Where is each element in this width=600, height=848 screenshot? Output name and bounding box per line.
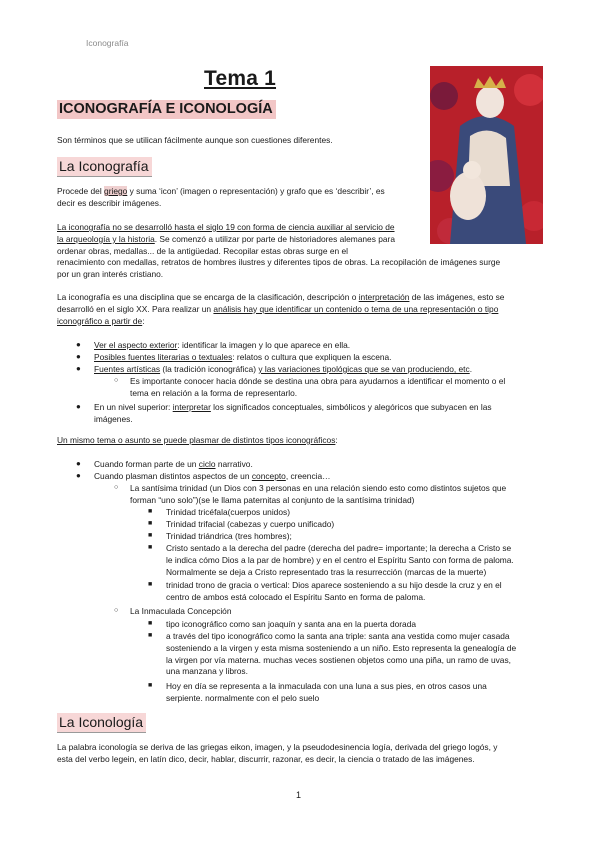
bullet-dot: ● — [76, 352, 81, 361]
list-item: La Inmaculada Concepción — [130, 606, 232, 616]
list-item: En un nivel superior: interpretar los significados conceptuales, simbólicos y alegóricos que subyacen en las imágenes. — [94, 402, 492, 424]
madonna-painting-image — [430, 66, 543, 244]
sub-bullet-square: ■ — [148, 581, 153, 588]
sub-bullet-square: ■ — [148, 520, 153, 527]
paragraph-types: Un mismo tema o asunto se puede plasmar de distintos tipos iconográficos: — [57, 435, 338, 445]
list-item: tipo iconográfico como san joaquín y santa ana en la puerta dorada — [166, 619, 417, 629]
list-item: Cuando forman parte de un ciclo narrativo. — [94, 459, 253, 469]
paragraph-definition: La iconografía es una disciplina que se encarga de la clasificación, descripción o interpretación de las imágenes, esto se desarrolló en el siglo XX. Para realizar un análisis hay que identificar un contenido o tema de una representación o tipo iconográfico a partir de: — [57, 292, 505, 326]
list-item: La santísima trinidad (un Dios con 3 personas en una relación siendo esto como distintos sujetos que forman “uno solo”)(se le llama paternitas al conjunto de la santísima trinidad) — [130, 483, 507, 505]
chapter-banner: ICONOGRAFÍA E ICONOLOGÍA — [57, 100, 276, 119]
bullet-dot: ● — [76, 364, 81, 373]
list-item: Cristo sentado a la derecha del padre (derecha del padre= importante; la derecha a Cristo se le indica cómo Dios a la par de hombre) y en el centro el Espíritu Santo con forma de paloma. Normalmente se deja a Cristo representado tras la resurrección (marcas de la muerte) — [166, 543, 514, 577]
sub-bullet-square: ■ — [148, 620, 153, 627]
sub-bullet-circle: ○ — [114, 484, 119, 491]
sub-bullet-circle: ○ — [114, 607, 119, 614]
bullet-dot: ● — [76, 340, 81, 349]
paragraph-history: La iconografía no se desarrolló hasta el siglo 19 con forma de ciencia auxiliar al servicio de la arqueología y la historia. Se comenzó a utilizar por parte de historiadores alemanes para ordenar obras, medallas... de la antigüedad. Recopilar estas obras surge en el renacimiento con medallas, retratos de hombres ilustres y diferentes tipos de obras. La recopilación de imágenes surge por un gran interés cristiano. — [57, 222, 501, 280]
page-title: Tema 1 — [204, 67, 277, 90]
sub-bullet-square: ■ — [148, 532, 153, 539]
bullet-dot: ● — [76, 402, 81, 411]
sub-bullet-square: ■ — [148, 508, 153, 515]
bullet-dot: ● — [76, 471, 81, 480]
section-heading-iconografia: La Iconografía — [57, 157, 152, 177]
list-item: Fuentes artísticas (la tradición iconográfica) y las variaciones tipológicas que se van produciendo, etc. — [94, 364, 473, 374]
list-item: Es importante conocer hacia dónde se destina una obra para ayudarnos a identificar el momento o el tema en relación a la forma de representarlo. — [130, 376, 506, 398]
paragraph-origin: Procede del griego y suma ‘icon’ (imagen o representación) y grafo que es ‘describir’, es decir es describir imágenes. — [57, 186, 385, 208]
list-item: Ver el aspecto exterior: identificar la imagen y lo que aparece en ella. — [94, 340, 351, 350]
list-item: Trinidad triándrica (tres hombres); — [166, 531, 292, 541]
list-item: Trinidad tricéfala(cuerpos unidos) — [166, 507, 290, 517]
list-item: a través del tipo iconográfico como la santa ana triple: santa ana vestida como mujer casada sosteniendo a la virgen y esta misma sosteniendo a un niño. Esto representa la genealogía de la virgen por vía materna. muchas veces sostienen objetos como una piña, un ramo de uvas, una manzana y libros. — [166, 631, 517, 677]
sub-bullet-circle: ○ — [114, 377, 119, 384]
list-item: Cuando plasman distintos aspectos de un concepto, creencia… — [94, 471, 331, 481]
sub-bullet-square: ■ — [148, 544, 153, 551]
sub-bullet-square: ■ — [148, 632, 153, 639]
list-item: Hoy en día se representa a la inmaculada con una luna a sus pies, en otros casos una serpiente. normalmente con el pelo suelo — [166, 681, 487, 703]
list-item: trinidad trono de gracia o vertical: Dios aparece sosteniendo a su hijo desde la cruz y en el centro de ambos está colocado el Espíritu Santo en forma de paloma. — [166, 580, 502, 602]
page-number: 1 — [296, 790, 302, 800]
sub-bullet-square: ■ — [148, 682, 153, 689]
list-item: Posibles fuentes literarias o textuales: relatos o cultura que expliquen la escena. — [94, 352, 392, 362]
list-item: Trinidad trifacial (cabezas y cuerpo unificado) — [166, 519, 335, 529]
intro-paragraph: Son términos que se utilican fácilmente aunque son cuestiones diferentes. — [57, 135, 333, 145]
bullet-dot: ● — [76, 459, 81, 468]
running-header: Iconografía — [86, 38, 129, 48]
paragraph-iconologia: La palabra iconología se deriva de las griegas eikon, imagen, y la pseudodesinencia logía, derivada del griego logós, y esta del verbo legein, en latín dico, decir, hablar, discurrir, razonar, es decir, la ciencia o tratado de las imágenes. — [57, 742, 498, 764]
section-heading-iconologia: La Iconología — [57, 713, 146, 733]
